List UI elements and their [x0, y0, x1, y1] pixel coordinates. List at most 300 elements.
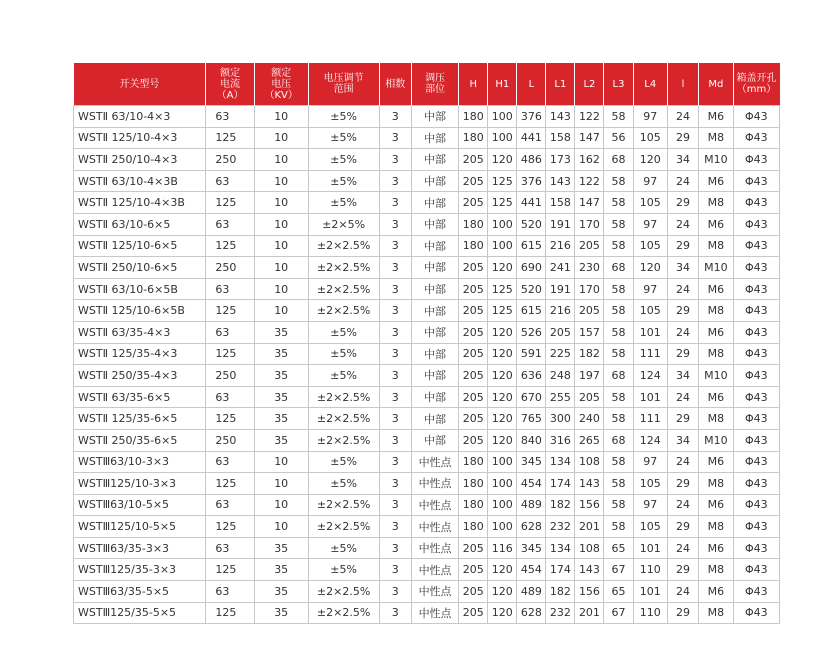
cell-l2: 147 — [575, 192, 604, 214]
cell-h: 205 — [459, 581, 488, 603]
cell-rated-voltage: 10 — [254, 300, 308, 322]
cell-h: 180 — [459, 516, 488, 538]
cell-phases: 3 — [379, 451, 411, 473]
column-header-rated-current: 额定 电流 （A） — [206, 63, 254, 106]
cell-l1: 182 — [546, 581, 575, 603]
cell-h1: 120 — [488, 149, 517, 171]
cell-l: 489 — [517, 581, 546, 603]
cell-l-small: 29 — [667, 192, 698, 214]
cell-l4: 124 — [633, 429, 667, 451]
cell-md: M6 — [699, 278, 733, 300]
cell-l1: 158 — [546, 127, 575, 149]
cell-l2: 170 — [575, 278, 604, 300]
cell-l4: 105 — [633, 300, 667, 322]
cell-md: M6 — [699, 494, 733, 516]
cell-model: WSTⅡ 250/35-4×3 — [74, 365, 206, 387]
cell-l3: 65 — [604, 537, 633, 559]
cell-l1: 316 — [546, 429, 575, 451]
column-header-phases: 相数 — [379, 63, 411, 106]
cell-l-small: 24 — [667, 494, 698, 516]
cell-model: WSTⅡ 125/10-6×5B — [74, 300, 206, 322]
cell-l3: 58 — [604, 408, 633, 430]
cell-l3: 58 — [604, 321, 633, 343]
column-header-lid-hole: 箱盖开孔 （mm） — [733, 63, 779, 106]
cell-l4: 101 — [633, 386, 667, 408]
cell-l: 765 — [517, 408, 546, 430]
cell-l2: 122 — [575, 170, 604, 192]
cell-l2: 156 — [575, 581, 604, 603]
cell-l-small: 24 — [667, 106, 698, 128]
cell-model: WSTⅡ 250/10-6×5 — [74, 257, 206, 279]
table-row — [74, 235, 780, 257]
cell-regulation-range: ±5% — [308, 473, 379, 495]
cell-rated-voltage: 35 — [254, 429, 308, 451]
cell-l-small: 29 — [667, 343, 698, 365]
cell-model: WSTⅡ 250/35-6×5 — [74, 429, 206, 451]
cell-h1: 120 — [488, 581, 517, 603]
cell-l: 615 — [517, 235, 546, 257]
cell-h: 180 — [459, 451, 488, 473]
cell-lid-hole: Φ43 — [733, 235, 779, 257]
cell-phases: 3 — [379, 192, 411, 214]
cell-regulation-range: ±5% — [308, 127, 379, 149]
cell-h: 205 — [459, 537, 488, 559]
table-row — [74, 602, 780, 624]
cell-l4: 105 — [633, 473, 667, 495]
cell-model: WSTⅢ63/10-5×5 — [74, 494, 206, 516]
cell-rated-current: 250 — [206, 257, 254, 279]
cell-l-small: 34 — [667, 257, 698, 279]
column-header-l2: L2 — [575, 63, 604, 106]
cell-phases: 3 — [379, 365, 411, 387]
cell-phases: 3 — [379, 321, 411, 343]
cell-regulation-range: ±5% — [308, 106, 379, 128]
cell-h1: 100 — [488, 451, 517, 473]
cell-l3: 67 — [604, 602, 633, 624]
cell-l: 628 — [517, 602, 546, 624]
cell-l: 454 — [517, 473, 546, 495]
cell-md: M6 — [699, 451, 733, 473]
cell-l: 591 — [517, 343, 546, 365]
cell-rated-voltage: 35 — [254, 386, 308, 408]
cell-position: 中性点 — [411, 559, 458, 581]
cell-md: M8 — [699, 235, 733, 257]
cell-l1: 216 — [546, 235, 575, 257]
cell-l: 526 — [517, 321, 546, 343]
cell-position: 中部 — [411, 300, 458, 322]
column-header-l-small: l — [667, 63, 698, 106]
cell-l3: 58 — [604, 473, 633, 495]
cell-md: M8 — [699, 127, 733, 149]
cell-position: 中部 — [411, 343, 458, 365]
cell-l3: 58 — [604, 343, 633, 365]
cell-rated-current: 125 — [206, 127, 254, 149]
cell-regulation-range: ±5% — [308, 365, 379, 387]
column-header-model: 开关型号 — [74, 63, 206, 106]
cell-h1: 125 — [488, 300, 517, 322]
cell-md: M6 — [699, 581, 733, 603]
cell-position: 中性点 — [411, 537, 458, 559]
cell-regulation-range: ±5% — [308, 451, 379, 473]
cell-l2: 205 — [575, 300, 604, 322]
spec-table — [73, 63, 780, 624]
cell-l-small: 29 — [667, 127, 698, 149]
cell-rated-voltage: 10 — [254, 149, 308, 171]
cell-position: 中性点 — [411, 451, 458, 473]
cell-model: WSTⅡ 63/10-6×5B — [74, 278, 206, 300]
cell-lid-hole: Φ43 — [733, 429, 779, 451]
cell-model: WSTⅡ 125/35-6×5 — [74, 408, 206, 430]
cell-rated-current: 63 — [206, 581, 254, 603]
cell-l2: 156 — [575, 494, 604, 516]
cell-regulation-range: ±2×2.5% — [308, 602, 379, 624]
cell-l1: 232 — [546, 516, 575, 538]
cell-lid-hole: Φ43 — [733, 581, 779, 603]
column-header-md: Md — [699, 63, 733, 106]
table-row — [74, 300, 780, 322]
cell-l4: 101 — [633, 321, 667, 343]
cell-l4: 97 — [633, 494, 667, 516]
cell-model: WSTⅢ125/10-5×5 — [74, 516, 206, 538]
cell-l4: 97 — [633, 278, 667, 300]
cell-h: 205 — [459, 257, 488, 279]
cell-h: 180 — [459, 127, 488, 149]
cell-rated-current: 63 — [206, 278, 254, 300]
cell-md: M10 — [699, 429, 733, 451]
cell-model: WSTⅡ 125/35-4×3 — [74, 343, 206, 365]
cell-l-small: 29 — [667, 235, 698, 257]
cell-l-small: 24 — [667, 537, 698, 559]
cell-l4: 101 — [633, 581, 667, 603]
cell-h1: 100 — [488, 235, 517, 257]
table-row — [74, 127, 780, 149]
cell-l: 670 — [517, 386, 546, 408]
cell-l2: 265 — [575, 429, 604, 451]
cell-h: 205 — [459, 365, 488, 387]
cell-h1: 120 — [488, 365, 517, 387]
cell-phases: 3 — [379, 473, 411, 495]
cell-l3: 68 — [604, 149, 633, 171]
cell-l3: 56 — [604, 127, 633, 149]
cell-h: 205 — [459, 602, 488, 624]
cell-l1: 191 — [546, 213, 575, 235]
cell-lid-hole: Φ43 — [733, 343, 779, 365]
cell-l3: 58 — [604, 516, 633, 538]
column-header-h: H — [459, 63, 488, 106]
cell-rated-voltage: 35 — [254, 408, 308, 430]
table-body — [74, 106, 780, 624]
cell-rated-current: 63 — [206, 321, 254, 343]
cell-regulation-range: ±2×2.5% — [308, 581, 379, 603]
cell-l2: 143 — [575, 559, 604, 581]
cell-h: 180 — [459, 106, 488, 128]
cell-position: 中部 — [411, 213, 458, 235]
cell-rated-current: 63 — [206, 106, 254, 128]
cell-h1: 120 — [488, 386, 517, 408]
cell-l3: 65 — [604, 581, 633, 603]
cell-regulation-range: ±5% — [308, 170, 379, 192]
cell-regulation-range: ±2×2.5% — [308, 386, 379, 408]
cell-l-small: 29 — [667, 516, 698, 538]
cell-lid-hole: Φ43 — [733, 149, 779, 171]
cell-regulation-range: ±5% — [308, 149, 379, 171]
cell-h1: 125 — [488, 278, 517, 300]
cell-md: M6 — [699, 386, 733, 408]
cell-position: 中部 — [411, 429, 458, 451]
cell-h1: 120 — [488, 429, 517, 451]
cell-regulation-range: ±5% — [308, 192, 379, 214]
cell-regulation-range: ±5% — [308, 343, 379, 365]
cell-model: WSTⅡ 63/10-4×3B — [74, 170, 206, 192]
cell-h: 205 — [459, 386, 488, 408]
cell-l3: 58 — [604, 235, 633, 257]
cell-phases: 3 — [379, 537, 411, 559]
cell-lid-hole: Φ43 — [733, 516, 779, 538]
cell-phases: 3 — [379, 408, 411, 430]
cell-position: 中部 — [411, 408, 458, 430]
cell-model: WSTⅡ 250/10-4×3 — [74, 149, 206, 171]
cell-position: 中部 — [411, 278, 458, 300]
cell-l2: 205 — [575, 235, 604, 257]
cell-model: WSTⅡ 63/10-4×3 — [74, 106, 206, 128]
cell-rated-current: 250 — [206, 365, 254, 387]
cell-regulation-range: ±2×5% — [308, 213, 379, 235]
cell-lid-hole: Φ43 — [733, 321, 779, 343]
cell-l1: 174 — [546, 559, 575, 581]
cell-position: 中性点 — [411, 473, 458, 495]
cell-l2: 170 — [575, 213, 604, 235]
cell-l2: 182 — [575, 343, 604, 365]
cell-l4: 105 — [633, 235, 667, 257]
cell-l4: 105 — [633, 192, 667, 214]
cell-position: 中性点 — [411, 494, 458, 516]
cell-l-small: 24 — [667, 581, 698, 603]
cell-md: M8 — [699, 473, 733, 495]
cell-l4: 110 — [633, 559, 667, 581]
cell-l4: 97 — [633, 170, 667, 192]
table-row — [74, 386, 780, 408]
cell-l: 615 — [517, 300, 546, 322]
cell-model: WSTⅢ125/35-5×5 — [74, 602, 206, 624]
cell-lid-hole: Φ43 — [733, 602, 779, 624]
cell-position: 中部 — [411, 170, 458, 192]
cell-model: WSTⅢ63/35-5×5 — [74, 581, 206, 603]
cell-rated-current: 250 — [206, 429, 254, 451]
cell-h: 205 — [459, 321, 488, 343]
table-row — [74, 213, 780, 235]
cell-l3: 68 — [604, 429, 633, 451]
cell-position: 中性点 — [411, 516, 458, 538]
cell-regulation-range: ±2×2.5% — [308, 257, 379, 279]
cell-l3: 58 — [604, 386, 633, 408]
cell-l1: 134 — [546, 537, 575, 559]
cell-l1: 143 — [546, 106, 575, 128]
cell-regulation-range: ±2×2.5% — [308, 278, 379, 300]
table-row — [74, 408, 780, 430]
cell-rated-voltage: 10 — [254, 235, 308, 257]
cell-l2: 197 — [575, 365, 604, 387]
cell-l: 840 — [517, 429, 546, 451]
cell-position: 中部 — [411, 235, 458, 257]
cell-phases: 3 — [379, 278, 411, 300]
cell-l1: 205 — [546, 321, 575, 343]
cell-l3: 67 — [604, 559, 633, 581]
table-row — [74, 429, 780, 451]
cell-l2: 162 — [575, 149, 604, 171]
cell-h: 205 — [459, 343, 488, 365]
cell-l1: 300 — [546, 408, 575, 430]
cell-model: WSTⅡ 125/10-6×5 — [74, 235, 206, 257]
table-row — [74, 537, 780, 559]
table-row — [74, 170, 780, 192]
cell-regulation-range: ±5% — [308, 321, 379, 343]
cell-l1: 143 — [546, 170, 575, 192]
column-header-position: 调压 部位 — [411, 63, 458, 106]
cell-l-small: 34 — [667, 365, 698, 387]
cell-l1: 173 — [546, 149, 575, 171]
cell-l: 345 — [517, 451, 546, 473]
cell-rated-voltage: 35 — [254, 343, 308, 365]
cell-position: 中部 — [411, 365, 458, 387]
cell-regulation-range: ±2×2.5% — [308, 516, 379, 538]
column-header-rated-voltage: 额定 电压 （KV） — [254, 63, 308, 106]
cell-lid-hole: Φ43 — [733, 213, 779, 235]
cell-model: WSTⅢ63/35-3×3 — [74, 537, 206, 559]
cell-md: M8 — [699, 408, 733, 430]
cell-h1: 125 — [488, 170, 517, 192]
cell-h1: 116 — [488, 537, 517, 559]
cell-h1: 120 — [488, 602, 517, 624]
cell-lid-hole: Φ43 — [733, 257, 779, 279]
cell-l1: 158 — [546, 192, 575, 214]
cell-l-small: 34 — [667, 149, 698, 171]
cell-md: M8 — [699, 300, 733, 322]
cell-md: M6 — [699, 321, 733, 343]
cell-l3: 58 — [604, 494, 633, 516]
cell-h: 205 — [459, 170, 488, 192]
cell-phases: 3 — [379, 516, 411, 538]
cell-h: 205 — [459, 408, 488, 430]
cell-l2: 108 — [575, 537, 604, 559]
cell-phases: 3 — [379, 343, 411, 365]
cell-rated-current: 125 — [206, 300, 254, 322]
cell-l2: 230 — [575, 257, 604, 279]
cell-l2: 201 — [575, 516, 604, 538]
cell-md: M8 — [699, 559, 733, 581]
cell-rated-voltage: 35 — [254, 321, 308, 343]
column-header-h1: H1 — [488, 63, 517, 106]
cell-rated-current: 125 — [206, 192, 254, 214]
cell-rated-current: 125 — [206, 235, 254, 257]
cell-regulation-range: ±5% — [308, 559, 379, 581]
table-row — [74, 559, 780, 581]
cell-md: M8 — [699, 516, 733, 538]
cell-h: 205 — [459, 429, 488, 451]
cell-position: 中部 — [411, 386, 458, 408]
cell-h1: 120 — [488, 257, 517, 279]
cell-position: 中性点 — [411, 581, 458, 603]
cell-l4: 120 — [633, 149, 667, 171]
cell-l2: 205 — [575, 386, 604, 408]
cell-rated-current: 125 — [206, 602, 254, 624]
cell-rated-voltage: 10 — [254, 170, 308, 192]
cell-phases: 3 — [379, 127, 411, 149]
table-row — [74, 581, 780, 603]
cell-md: M8 — [699, 343, 733, 365]
cell-rated-current: 63 — [206, 213, 254, 235]
cell-l: 520 — [517, 278, 546, 300]
cell-phases: 3 — [379, 170, 411, 192]
cell-rated-voltage: 10 — [254, 213, 308, 235]
cell-h: 205 — [459, 559, 488, 581]
column-header-l1: L1 — [546, 63, 575, 106]
cell-l4: 97 — [633, 451, 667, 473]
cell-rated-current: 125 — [206, 559, 254, 581]
cell-l1: 248 — [546, 365, 575, 387]
cell-h: 205 — [459, 192, 488, 214]
cell-l-small: 29 — [667, 300, 698, 322]
cell-lid-hole: Φ43 — [733, 278, 779, 300]
cell-l4: 97 — [633, 213, 667, 235]
cell-lid-hole: Φ43 — [733, 170, 779, 192]
cell-md: M6 — [699, 170, 733, 192]
cell-rated-current: 125 — [206, 343, 254, 365]
cell-phases: 3 — [379, 213, 411, 235]
cell-md: M10 — [699, 365, 733, 387]
table-row — [74, 149, 780, 171]
cell-lid-hole: Φ43 — [733, 473, 779, 495]
cell-h1: 100 — [488, 106, 517, 128]
cell-l-small: 24 — [667, 170, 698, 192]
cell-rated-current: 125 — [206, 516, 254, 538]
cell-lid-hole: Φ43 — [733, 365, 779, 387]
table-row — [74, 494, 780, 516]
cell-model: WSTⅡ 63/35-6×5 — [74, 386, 206, 408]
cell-l4: 111 — [633, 408, 667, 430]
cell-l-small: 29 — [667, 559, 698, 581]
cell-lid-hole: Φ43 — [733, 192, 779, 214]
cell-h1: 125 — [488, 192, 517, 214]
cell-h1: 120 — [488, 343, 517, 365]
cell-l-small: 29 — [667, 473, 698, 495]
cell-l3: 58 — [604, 192, 633, 214]
column-header-l4: L4 — [633, 63, 667, 106]
cell-model: WSTⅡ 63/10-6×5 — [74, 213, 206, 235]
cell-l: 690 — [517, 257, 546, 279]
cell-l-small: 34 — [667, 429, 698, 451]
cell-l4: 97 — [633, 106, 667, 128]
cell-regulation-range: ±2×2.5% — [308, 494, 379, 516]
cell-l1: 182 — [546, 494, 575, 516]
table-row — [74, 257, 780, 279]
cell-rated-voltage: 10 — [254, 127, 308, 149]
cell-regulation-range: ±2×2.5% — [308, 429, 379, 451]
cell-rated-voltage: 35 — [254, 581, 308, 603]
cell-l1: 216 — [546, 300, 575, 322]
cell-h: 180 — [459, 213, 488, 235]
cell-l1: 225 — [546, 343, 575, 365]
cell-l4: 124 — [633, 365, 667, 387]
cell-l3: 58 — [604, 213, 633, 235]
cell-position: 中性点 — [411, 602, 458, 624]
cell-l: 376 — [517, 106, 546, 128]
cell-position: 中部 — [411, 321, 458, 343]
cell-md: M6 — [699, 537, 733, 559]
cell-h1: 100 — [488, 516, 517, 538]
cell-regulation-range: ±2×2.5% — [308, 300, 379, 322]
table-row — [74, 365, 780, 387]
cell-h: 205 — [459, 278, 488, 300]
